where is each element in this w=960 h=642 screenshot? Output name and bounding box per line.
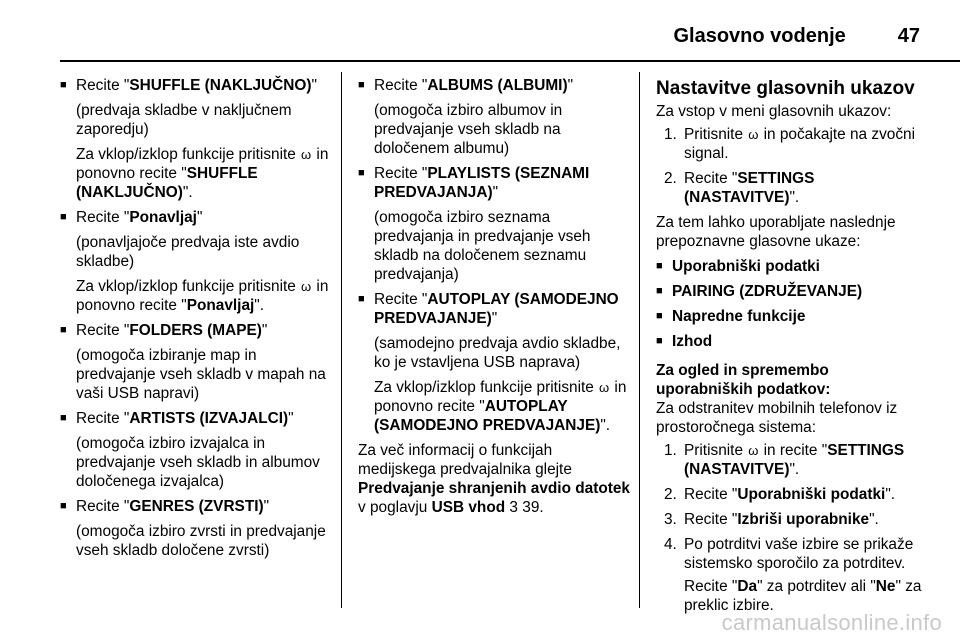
page-ref-arrow-icon: 3 xyxy=(509,499,518,516)
step-2: 2. Recite "SETTINGS (NASTAVITVE)". xyxy=(664,170,815,206)
cmd-user-data: ■ Uporabniški podatki xyxy=(656,257,926,276)
bullet-folders: ■ Recite "FOLDERS (MAPE)" xyxy=(60,321,335,340)
voice-command-icon: ω xyxy=(301,147,312,162)
step-1: 1. Pritisnite ω in počakajte na zvočni signal. xyxy=(664,126,916,162)
available-commands-text: Za tem lahko uporabljate naslednje prepoznavne glasovne ukaze: xyxy=(656,214,896,250)
header-rule xyxy=(60,60,960,62)
desc-artists: (omogoča izbiro izvajalca in predvajanje vseh skladb in albumov določenega izvajalca) xyxy=(76,435,320,490)
column-divider-2 xyxy=(639,72,640,608)
page-number: 47 xyxy=(897,24,920,47)
page-header xyxy=(60,14,920,58)
desc-shuffle: (predvaja skladbe v naključnem zaporedju) xyxy=(76,102,292,138)
sub-step-2: 2. Recite "Uporabniški podatki". xyxy=(664,486,896,503)
bullet-autoplay: ■ Recite "AUTOPLAY (SAMODEJNO PREDVAJANJE)" xyxy=(358,290,630,328)
toggle-autoplay: Za vklop/izklop funkcije pritisnite ω in ponovno recite "AUTOPLAY (SAMODEJNO PREDVAJANJE)". xyxy=(374,379,627,434)
desc-genres: (omogoča izbiro zvrsti in predvajanje vseh skladb določene zvrsti) xyxy=(76,523,326,559)
voice-command-icon: ω xyxy=(748,127,759,142)
sub-step-4: 4. Po potrditvi vaše izbire se prikaže sistemsko sporočilo za potrditev. Recite "Da" za potrditev ali "Ne" za preklic izbire. xyxy=(656,535,926,615)
xref-stored-audio[interactable]: Predvajanje shranjenih avdio datotek xyxy=(358,480,630,497)
cmd-shuffle: SHUFFLE (NAKLJUČNO) xyxy=(129,77,312,94)
bullet-repeat: ■ Recite "Ponavljaj" xyxy=(60,208,335,227)
bullet-artists: ■ Recite "ARTISTS (IZVAJALCI)" xyxy=(60,409,335,428)
toggle-repeat: Za vklop/izklop funkcije pritisnite ω in ponovno recite "Ponavljaj". xyxy=(76,278,329,314)
bullet-genres: ■ Recite "GENRES (ZVRSTI)" xyxy=(60,497,335,516)
sub-intro-text: Za odstranitev mobilnih telefonov iz prostoročnega sistema: xyxy=(656,400,898,436)
cmd-folders: FOLDERS (MAPE) xyxy=(129,322,262,339)
cmd-playlists: PLAYLISTS (SEZNAMI PREDVAJANJA) xyxy=(374,165,590,201)
cmd-advanced: ■ Napredne funkcije xyxy=(656,307,926,326)
sub-step-1: 1. Pritisnite ω in recite "SETTINGS (NASTAVITVE)". xyxy=(664,442,905,478)
watermark: carmanualsonline.info xyxy=(721,610,942,635)
more-info-paragraph: Za več informacij o funkcijah medijskega predvajalnika glejte Predvajanje shranjenih avdio datotek v poglavju USB vhod 3 39. xyxy=(358,442,630,516)
voice-command-icon: ω xyxy=(599,380,610,395)
section-heading: Nastavitve glasovnih ukazov xyxy=(656,78,915,99)
column-divider-1 xyxy=(341,72,342,608)
column-2 xyxy=(358,76,630,523)
bullet-shuffle: ■ Recite "SHUFFLE (NAKLJUČNO)" xyxy=(60,76,335,95)
voice-command-icon: ω xyxy=(748,443,759,458)
cmd-autoplay: AUTOPLAY (SAMODEJNO PREDVAJANJE) xyxy=(374,291,619,327)
desc-albums: (omogoča izbiro albumov in predvajanje vseh skladb na določenem albumu) xyxy=(374,102,563,157)
desc-folders: (omogoča izbiranje map in predvajanje vseh skladb v mapah na vaši USB napravi) xyxy=(76,347,326,402)
toggle-shuffle: Za vklop/izklop funkcije pritisnite ω in ponovno recite "SHUFFLE (NAKLJUČNO)". xyxy=(76,146,329,201)
cmd-repeat: Ponavljaj xyxy=(129,209,197,226)
subheading: Za ogled in spremembo uporabniških podatkov: xyxy=(656,362,831,398)
xref-usb-input[interactable]: USB vhod xyxy=(431,499,506,516)
desc-repeat: (ponavljajoče predvaja iste avdio skladbe) xyxy=(76,234,300,270)
cmd-albums: ALBUMS (ALBUMI) xyxy=(427,77,568,94)
sub-step-3: 3. Recite "Izbriši uporabnike". xyxy=(664,511,879,528)
column-3 xyxy=(656,76,926,621)
desc-autoplay: (samodejno predvaja avdio skladbe, ko je vstavljena USB naprava) xyxy=(374,335,621,371)
cmd-pairing: ■ PAIRING (ZDRUŽEVANJE) xyxy=(656,282,926,301)
column-1 xyxy=(60,76,335,566)
bullet-albums: ■ Recite "ALBUMS (ALBUMI)" xyxy=(358,76,630,95)
page-ref[interactable]: 39. xyxy=(517,499,544,516)
intro-text: Za vstop v meni glasovnih ukazov: xyxy=(656,103,892,120)
bullet-playlists: ■ Recite "PLAYLISTS (SEZNAMI PREDVAJANJA)" xyxy=(358,164,630,202)
page-title: Glasovno vodenje xyxy=(673,24,846,47)
cmd-genres: GENRES (ZVRSTI) xyxy=(129,498,264,515)
confirm-instruction: Recite "Da" za potrditev ali "Ne" za preklic izbire. xyxy=(684,578,922,614)
voice-command-icon: ω xyxy=(301,279,312,294)
cmd-artists: ARTISTS (IZVAJALCI) xyxy=(129,410,289,427)
desc-playlists: (omogoča izbiro seznama predvajanja in predvajanje vseh skladb na določenem seznamu predvajanja) xyxy=(374,209,591,283)
cmd-exit: ■ Izhod xyxy=(656,332,926,351)
